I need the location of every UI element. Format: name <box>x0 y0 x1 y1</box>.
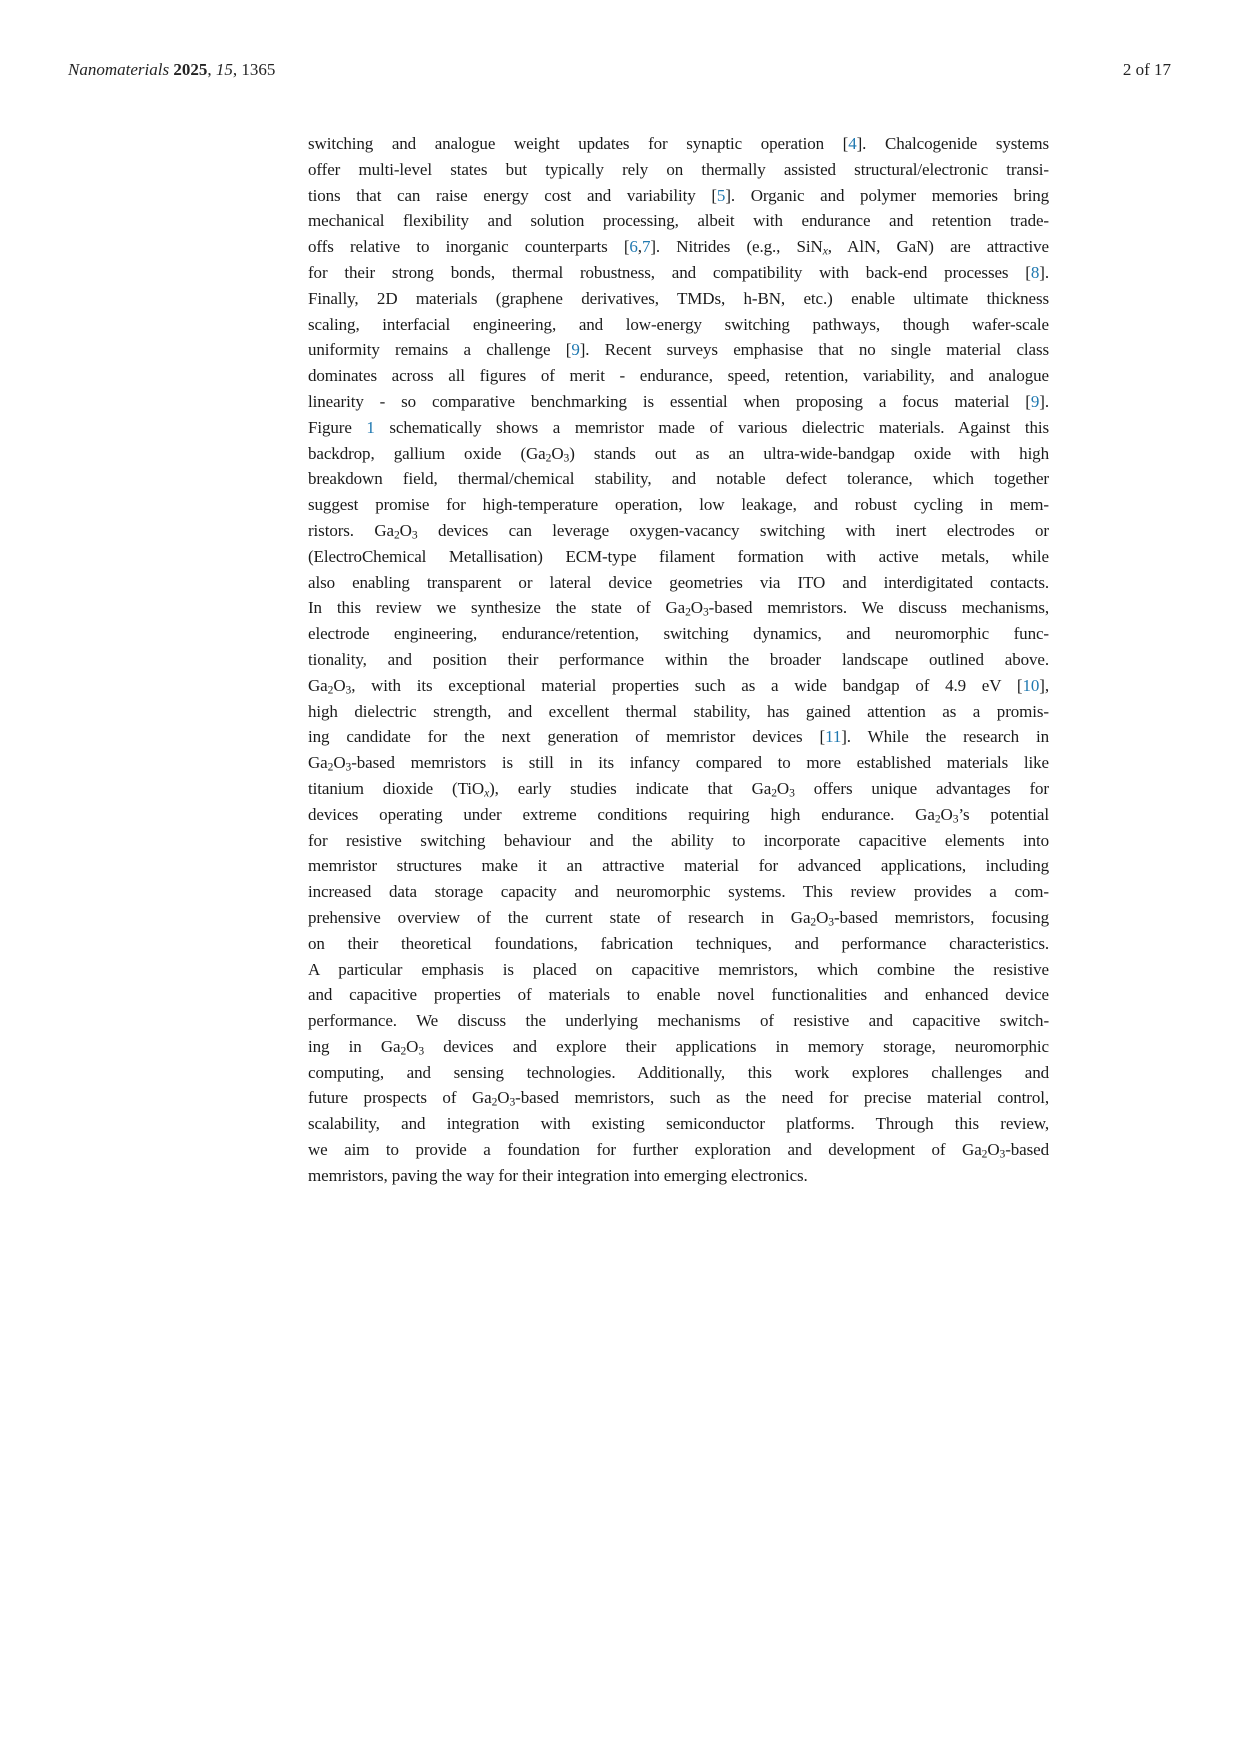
body-line <box>308 208 1049 234</box>
body-line <box>308 724 1049 750</box>
text-run: ]. <box>1039 262 1049 282</box>
citation-link[interactable]: 5 <box>716 185 726 205</box>
citation-link[interactable]: 10 <box>1022 675 1040 695</box>
body-line <box>308 853 1049 879</box>
text-run: devices operating under extreme conditions requiring high endurance. Ga <box>308 804 935 824</box>
journal-name: Nanomaterials <box>68 60 170 79</box>
body-line <box>308 750 1049 776</box>
body-line <box>308 1163 1049 1189</box>
body-line <box>308 570 1049 596</box>
text-run: titanium dioxide (TiO <box>308 778 485 798</box>
subscript: 3 <box>563 451 570 465</box>
subscript: x <box>484 786 490 800</box>
text-run: ristors. Ga <box>308 520 394 540</box>
body-line <box>308 595 1049 621</box>
body-line <box>308 234 1049 260</box>
text-run: O <box>551 443 564 463</box>
body-line <box>308 1111 1049 1137</box>
text-run: we aim to provide a foundation for further exploration and development of Ga <box>308 1140 982 1160</box>
text-run: O <box>776 778 790 798</box>
body-line <box>308 699 1049 725</box>
body-line <box>308 518 1049 544</box>
text-run: , 1365 <box>232 60 276 79</box>
text-run: -based <box>1005 1140 1049 1160</box>
text-run: on their theoretical foundations, fabrication techniques, and performance characteristics. <box>308 933 1049 953</box>
text-run: performance. We discuss the underlying mechanisms of resistive and capacitive switch- <box>308 1011 1049 1031</box>
subscript: 2 <box>491 1096 498 1110</box>
body-line <box>308 389 1049 415</box>
citation-link[interactable]: 9 <box>1030 391 1040 411</box>
text-run: linearity - so comparative benchmarking is essential when proposing a focus material [ <box>308 391 1031 411</box>
text-run: mechanical flexibility and solution processing, albeit with endurance and retention trade- <box>308 211 1049 231</box>
subscript: 3 <box>345 760 352 774</box>
text-run: ]. Organic and polymer memories bring <box>725 185 1050 205</box>
body-line <box>308 957 1049 983</box>
text-run: offs relative to inorganic counterparts [ <box>308 237 630 257</box>
text-run: Figure <box>308 417 367 437</box>
body-line <box>308 157 1049 183</box>
body-line <box>308 544 1049 570</box>
subscript: 3 <box>418 1044 425 1058</box>
text-run: also enabling transparent or lateral device geometries via ITO and interdigitated contacts. <box>308 572 1049 592</box>
citation-link[interactable]: 4 <box>848 134 857 153</box>
text-run: O <box>940 804 953 824</box>
text-run: ]. Recent surveys emphasise that no single material class <box>579 340 1049 360</box>
text-run: increased data storage capacity and neuromorphic systems. This review provides a com- <box>308 882 1049 902</box>
text-run: , <box>637 237 642 257</box>
subscript: 3 <box>411 528 418 542</box>
body-line <box>308 1137 1049 1163</box>
text-run: offers unique advantages for <box>794 778 1049 798</box>
text-run: -based memristors, such as the need for precise material control, <box>515 1088 1049 1108</box>
text-run: suggest promise for high-temperature operation, low leakage, and robust cycling in mem- <box>308 495 1049 515</box>
body-paragraph <box>308 131 1049 1189</box>
text-run: O <box>333 753 346 773</box>
subscript: 3 <box>952 812 959 826</box>
body-line <box>308 260 1049 286</box>
text-run: -based memristors, focusing <box>833 907 1049 927</box>
text-run: schematically shows a memristor made of various dielectric materials. Against this <box>374 417 1049 437</box>
text-run: -based memristors. We discuss mechanisms, <box>708 598 1049 618</box>
text-run: -based memristors is still in its infancy compared to more established materials like <box>351 753 1049 773</box>
text-run: backdrop, gallium oxide (Ga <box>308 443 546 463</box>
text-run: memristors, paving the way for their integration into emerging electronics. <box>308 1165 808 1185</box>
text-run: O <box>690 598 703 618</box>
text-run: electrode engineering, endurance/retention, switching dynamics, and neuromorphic func- <box>308 624 1049 644</box>
subscript: 2 <box>685 605 691 619</box>
subscript: x <box>822 244 828 258</box>
text-run: ]. Chalcogenide systems <box>856 134 1049 153</box>
body-line <box>308 441 1049 467</box>
body-line <box>308 647 1049 673</box>
subscript: 2 <box>934 812 941 826</box>
text-run: (ElectroChemical Metallisation) ECM-type filament formation with active metals, while <box>308 546 1049 566</box>
body-line <box>308 1034 1049 1060</box>
text-run: Ga <box>308 675 328 695</box>
text-run: O <box>399 520 412 540</box>
body-line <box>308 905 1049 931</box>
text-run: for resistive switching behaviour and the ability to incorporate capacitive elements into <box>308 830 1049 850</box>
subscript: 2 <box>545 451 552 465</box>
citation-link[interactable]: 9 <box>571 340 580 360</box>
text-run: scalability, and integration with existing semiconductor platforms. Through this review, <box>308 1114 1049 1134</box>
text-run: future prospects of Ga <box>308 1088 492 1108</box>
body-line <box>308 1008 1049 1034</box>
subscript: 3 <box>702 605 709 619</box>
page-number: 2 of 17 <box>1122 60 1171 79</box>
body-line <box>308 337 1049 363</box>
subscript: 3 <box>999 1147 1006 1161</box>
text-run: O <box>406 1036 419 1056</box>
text-run: prehensive overview of the current state of research in Ga <box>308 907 811 927</box>
subscript: 2 <box>981 1147 988 1161</box>
body-line <box>308 673 1049 699</box>
subscript: 2 <box>810 915 817 929</box>
text-run: ]. Nitrides (e.g., SiN <box>650 237 823 257</box>
journal-name: 15 <box>215 60 233 79</box>
subscript: 3 <box>789 786 795 800</box>
body-line <box>308 286 1049 312</box>
body-line <box>308 828 1049 854</box>
body-line <box>308 312 1049 338</box>
body-line <box>308 466 1049 492</box>
subscript: 2 <box>327 760 334 774</box>
text-run: ), early studies indicate that Ga <box>489 778 772 798</box>
citation-link[interactable]: 8 <box>1030 262 1040 282</box>
body-line <box>308 1085 1049 1111</box>
text-run: for their strong bonds, thermal robustness, and compatibility with back-end processes [ <box>308 262 1031 282</box>
text-run: ]. While the research in <box>841 727 1049 747</box>
page-header <box>68 60 1171 80</box>
citation-link[interactable]: 11 <box>825 727 842 747</box>
text-run: ]. <box>1039 391 1049 411</box>
text-run: , with its exceptional material properties such as a wide bandgap of 4.9 eV [ <box>351 675 1023 695</box>
body-line <box>308 1060 1049 1086</box>
text-run: tions that can raise energy cost and variability [ <box>308 185 717 205</box>
body-line <box>308 621 1049 647</box>
text-run: In this review we synthesize the state of Ga <box>308 598 686 618</box>
text-run: computing, and sensing technologies. Additionally, this work explores challenges and <box>308 1062 1049 1082</box>
publication-year: 2025 <box>169 60 208 79</box>
text-run: devices can leverage oxygen-vacancy switching with inert electrodes or <box>417 520 1049 540</box>
body-line <box>308 183 1049 209</box>
text-run: Finally, 2D materials (graphene derivatives, TMDs, h-BN, etc.) enable ultimate thickness <box>308 288 1049 308</box>
text-run: breakdown field, thermal/chemical stability, and notable defect tolerance, which together <box>308 469 1049 489</box>
text-run: , AlN, GaN) are attractive <box>827 237 1049 257</box>
text-run: A particular emphasis is placed on capacitive memristors, which combine the resistive <box>308 959 1049 979</box>
body-line <box>308 492 1049 518</box>
subscript: 3 <box>828 915 834 929</box>
subscript: 2 <box>771 786 777 800</box>
body-line <box>308 131 1049 157</box>
citation-link[interactable]: 1 <box>366 417 375 437</box>
body-line <box>308 931 1049 957</box>
subscript: 2 <box>327 683 334 697</box>
text-run: ’s potential <box>958 804 1049 824</box>
text-run: ) stands out as an ultra-wide-bandgap oxide with high <box>569 443 1049 463</box>
text-run: O <box>497 1088 510 1108</box>
body-line <box>308 982 1049 1008</box>
subscript: 3 <box>509 1096 516 1110</box>
citation-link[interactable]: 7 <box>641 237 651 257</box>
text-run: high dielectric strength, and excellent thermal stability, has gained attention as a promis- <box>308 701 1049 721</box>
journal-citation <box>68 60 275 80</box>
text-run: O <box>333 675 346 695</box>
text-run: O <box>816 907 829 927</box>
text-run: uniformity remains a challenge [ <box>308 340 572 360</box>
text-run: tionality, and position their performance within the broader landscape outlined above. <box>308 649 1049 669</box>
text-run: memristor structures make it an attractive material for advanced applications, including <box>308 856 1049 876</box>
citation-link[interactable]: 6 <box>629 237 638 257</box>
body-line <box>308 776 1049 802</box>
subscript: 2 <box>393 528 400 542</box>
body-line <box>308 415 1049 441</box>
text-run: dominates across all figures of merit - endurance, speed, retention, variability, and analogue <box>308 366 1049 386</box>
body-line <box>308 879 1049 905</box>
subscript: 3 <box>345 683 352 697</box>
text-run: devices and explore their applications in memory storage, neuromorphic <box>424 1036 1049 1056</box>
text-run: ing candidate for the next generation of memristor devices [ <box>308 727 826 747</box>
text-run: scaling, interfacial engineering, and low-energy switching pathways, though wafer-scale <box>308 314 1049 334</box>
text-run: and capacitive properties of materials to enable novel functionalities and enhanced device <box>308 985 1049 1005</box>
text-run: Ga <box>308 753 328 773</box>
text-run: offer multi-level states but typically rely on thermally assisted structural/electronic transi- <box>308 159 1049 179</box>
body-line <box>308 363 1049 389</box>
subscript: 2 <box>400 1044 407 1058</box>
text-run: switching and analogue weight updates for synaptic operation [ <box>308 134 849 153</box>
text-run: ], <box>1039 675 1049 695</box>
text-run: ing in Ga <box>308 1036 401 1056</box>
body-line <box>308 802 1049 828</box>
text-run: O <box>987 1140 1000 1160</box>
text-run: , <box>207 60 216 79</box>
